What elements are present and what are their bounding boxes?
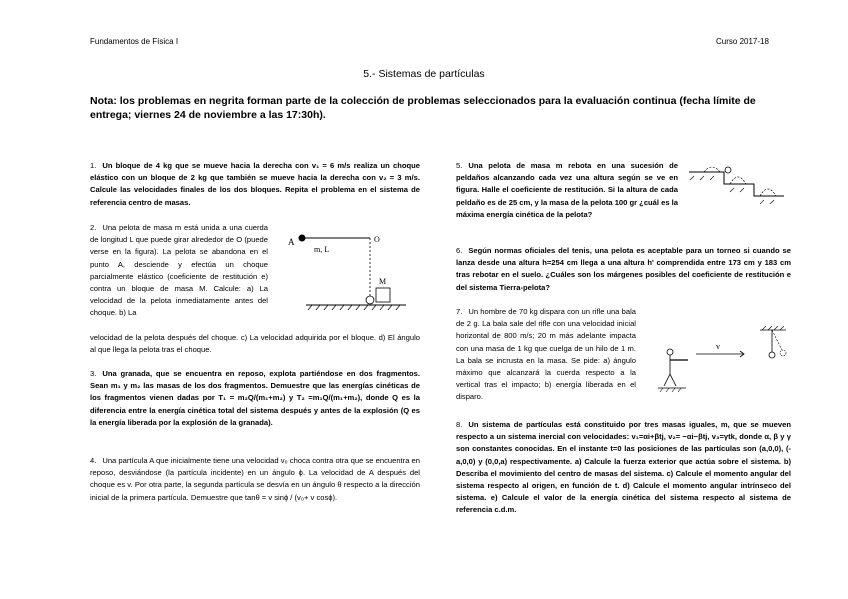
header-year: Curso 2017-18 xyxy=(716,37,769,46)
problem-text: Un bloque de 4 kg que se mueve hacia la derecha con v₁ = 6 m/s realiza un choque elástico con un bloque de 2 kg que también se mueve hacia la derecha con v₂ = 3 m/s. Calcule las velocidades finales de los dos bloques. Repita el problema en el sistema de referencia centro de masas. xyxy=(90,161,420,207)
label-v: v xyxy=(716,342,720,351)
rifle-figure xyxy=(656,324,796,402)
label-M: M xyxy=(379,277,387,286)
problem-number: 3. xyxy=(90,369,97,378)
problem-2-part-b: velocidad de la pelota después del choque. c) La velocidad adquirida por el bloque. d) El ángulo al que llega la pelota tras el choque. xyxy=(90,333,420,355)
problem-6 xyxy=(456,245,791,294)
problem-text: Un hombre de 70 kg dispara con un rifle una bala de 2 g. La bala sale del rifle con una velocidad inicial horizontal de 800 m/s; 20 m más adelante impacta con una masa de 1 kg que cuelga de un hilo de 1 m. La bala se incrusta en la masa. Se pide: a) ángulo máximo que alcanzará la cuerda respecto a la vertical tras el impacto; b) energía liberada en el disparo. xyxy=(456,307,636,402)
header-course: Fundamentos de Física I xyxy=(90,37,179,46)
problem-number: 4. xyxy=(90,456,97,465)
label-O: O xyxy=(374,235,380,244)
pendulum-figure xyxy=(276,226,426,316)
problem-number: 5. xyxy=(456,161,463,170)
problem-5 xyxy=(456,160,678,221)
stairs-figure xyxy=(684,160,794,210)
problem-text: Una partícula A que inicialmente tiene una velocidad v₀ choca contra otra que se encuentra en reposo, desviándose (la partícula incidente) en un ángulo ϕ. La velocidad de A después del choque es v. Por otra parte, la segunda partícula se desvía en un ángulo θ respecto a la dirección inicial de la primera partícula. Demuestre que tanθ = v sinϕ / (v₀+ v cosϕ). xyxy=(90,456,420,502)
problem-number: 8. xyxy=(456,420,463,429)
label-mL: m, L xyxy=(314,245,330,254)
note: Nota: los problemas en negrita forman parte de la colección de problemas seleccionados para la evaluación continua (fecha límite de entrega; viernes 24 de noviembre a las 17:30h). xyxy=(90,95,756,121)
problem-number: 6. xyxy=(456,246,463,255)
problem-8 xyxy=(456,419,791,517)
problem-number: 7. xyxy=(456,307,463,316)
problem-text: Según normas oficiales del tenis, una pelota es aceptable para un torneo si cuando se lanza desde una altura h=254 cm llega a una altura h' comprendida entre 173 cm y 183 cm tras rebotar en el suelo. ¿Cuáles son los márgenes posibles del coeficiente de restitución e del sistema Tierra-pelota? xyxy=(456,246,791,292)
problem-7 xyxy=(456,306,636,404)
label-A: A xyxy=(288,237,295,247)
problem-text: Una pelota de masa m rebota en una sucesión de peldaños alcanzando cada vez una altura según se ve en figura. Halle el coeficiente de restitución. Si la altura de cada peldaño es de 25 cm, y la masa de la pelota 100 gr ¿cuál es la máxima energía cinética de la pelota? xyxy=(456,161,679,219)
problem-text: Un sistema de partículas está constituido por tres masas iguales, m, que se mueven respecto a un sistema inercial con velocidades: v₁=αi+βtj, v₂= −αi−βtj, v₃=γtk, donde α, β y γ son constantes conocidas. En el instante t=0 las posiciones de las partículas son (a,0,0), (-a,0,0) y (0,0,a) respectivamente. a) Calcule la fuerza exterior que actúa sobre el sistema. b) Describa el movimiento del centro de masas del sistema. c) Calcule el momento angular del sistema respecto al origen, en función de t. d) Calcule el momento angular intrínseco del sistema. e) Calcule el valor de la energía cinética del sistema respecto al sistema de referencia c.d.m. xyxy=(456,420,791,515)
problem-text: Una pelota de masa m está unida a una cuerda de longitud L que puede girar alrededor de O (puede verse en la figura). La pelota se abandona en el punto A, desciende y efectúa un choque parcialmente elástico (coeficiente de restitución e) contra un bloque de masa M. Calcule: a) La velocidad de la pelota inmediatamente antes del choque. b) La xyxy=(90,223,268,318)
problem-text: Una granada, que se encuentra en reposo, explota partiéndose en dos fragmentos. Sean m₁ y m₂ las masas de los dos fragmentos. Demuestre que las energías cinéticas de los fragmentos vienen dadas por T₁ = m₂Q/(m₁+m₂) y T₂ =m₁Q/(m₁+m₂), donde Q es la diferencia entre la energía cinética total del sistema después y antes de la explosión (Q es la energía liberada por la explosión de la granada). xyxy=(90,369,420,427)
problem-1 xyxy=(90,160,420,209)
page-title: 5.- Sistemas de partículas xyxy=(363,68,485,80)
problem-number: 1. xyxy=(90,161,97,170)
problem-number: 2. xyxy=(90,223,97,232)
problem-2-part-a xyxy=(90,222,268,320)
problem-4 xyxy=(90,455,420,504)
problem-3 xyxy=(90,368,420,429)
